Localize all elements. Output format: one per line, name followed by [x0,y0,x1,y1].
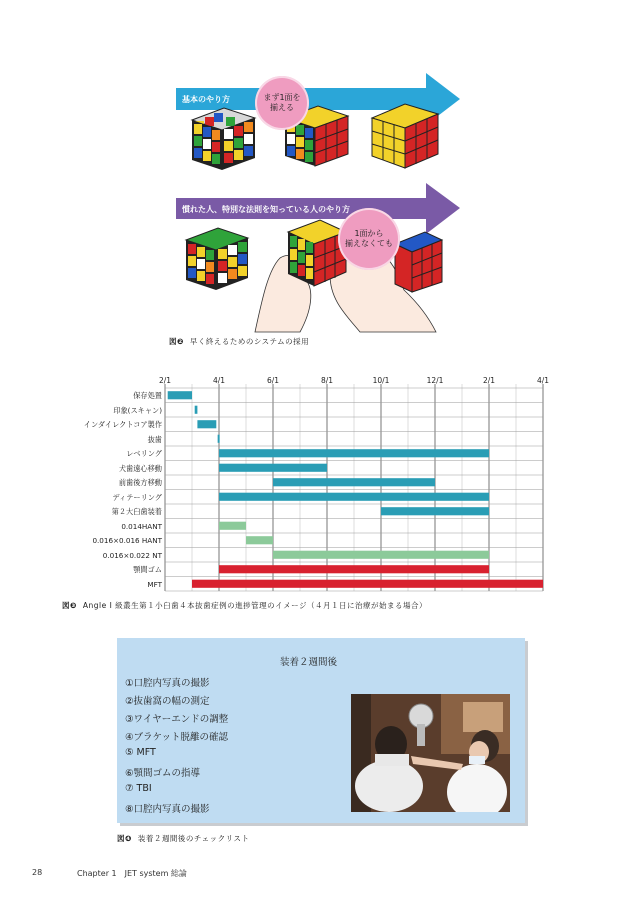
gantt-month-label: 4/1 [536,376,550,385]
gantt-task-label: 0.014HANT [121,521,162,531]
figure2-number: 図❷ [169,337,184,346]
gantt-month-label: 2/1 [158,376,172,385]
gantt-task-label: レベリング [126,449,162,458]
gantt-bar [192,580,543,588]
checklist-item: ⑧口腔内写真の撮影 [125,804,210,815]
gantt-task-label: 前歯後方移動 [118,478,162,487]
checklist-item: ①口腔内写真の撮影 [125,678,210,689]
gantt-bar [219,522,246,530]
gantt-task-label: 第２大臼歯装着 [111,507,162,516]
arrow1-label: 基本のやり方 [182,95,230,104]
gantt-task-label: 顎間ゴム [133,565,162,574]
gantt-bar [381,507,489,515]
gantt-task-label: MFT [147,579,162,589]
bubble-not-first-face: 1面から 揃えなくても [338,208,400,270]
gantt-task-label: 犬歯遠心移動 [118,463,162,473]
gantt-task-label: インダイレクトコア製作 [83,420,162,429]
gantt-task-label: 保存処置 [133,391,162,400]
arrow2-label: 慣れた人、特別な法則を知っている人のやり方 [182,205,350,214]
gantt-bar [219,449,489,457]
checklist-item: ②抜歯窩の幅の測定 [125,696,210,707]
figure2-caption-text: 早く終えるためのシステムの採用 [189,337,310,346]
gantt-bar [219,565,489,573]
gantt-bar [246,536,273,544]
gantt-month-label: 2/1 [482,376,496,385]
gantt-bar [197,420,216,428]
gantt-bar [168,391,192,399]
gantt-month-label: 6/1 [266,376,280,385]
checklist-item: ③ワイヤーエンドの調整 [125,714,229,725]
figure4-caption [117,833,249,844]
checklist-item: ⑤ MFT [125,747,156,758]
gantt-month-label: 8/1 [320,376,334,385]
gantt-month-label: 12/1 [426,376,444,385]
gantt-bar [218,435,220,443]
gantt-bar [273,478,435,486]
checklist-item: ④ブラケット脱離の確認 [125,732,229,743]
figure3-caption-text: Angle Ⅰ 級叢生第１小臼歯４本抜歯症例の進捗管理のイメージ（４月１日に治療が始まる場合） [82,601,427,610]
checklist-item: ⑦ TBI [125,783,152,794]
chapter-title: Chapter 1 JET system 総論 [77,869,187,878]
gantt-bar [219,464,327,472]
checklist-item: ⑥顎間ゴムの指導 [125,768,201,779]
page-number: 28 [32,868,43,877]
figure4-number: 図❹ [117,834,132,843]
figure3-number: 図❸ [62,601,77,610]
gantt-task-label: ディテーリング [112,492,162,502]
gantt-task-label: 0.016×0.022 NT [102,550,162,560]
gantt-bar [195,406,198,414]
gantt-task-label: 印象(スキャン) [113,405,162,415]
gantt-bar [219,493,489,501]
figure4-caption-text: 装着２週間後のチェックリスト [137,834,250,843]
gantt-task-label: 0.016×0.016 HANT [92,536,162,545]
gantt-month-label: 10/1 [372,376,390,385]
gantt-month-label: 4/1 [212,376,226,385]
bubble-first-face: まず1面を 揃える [255,76,309,130]
gantt-bar [273,551,489,559]
figure3-caption [62,600,427,611]
checklist-title: 装着２週間後 [280,657,338,668]
gantt-task-label: 抜歯 [147,434,162,444]
treatment-photo [351,694,510,812]
